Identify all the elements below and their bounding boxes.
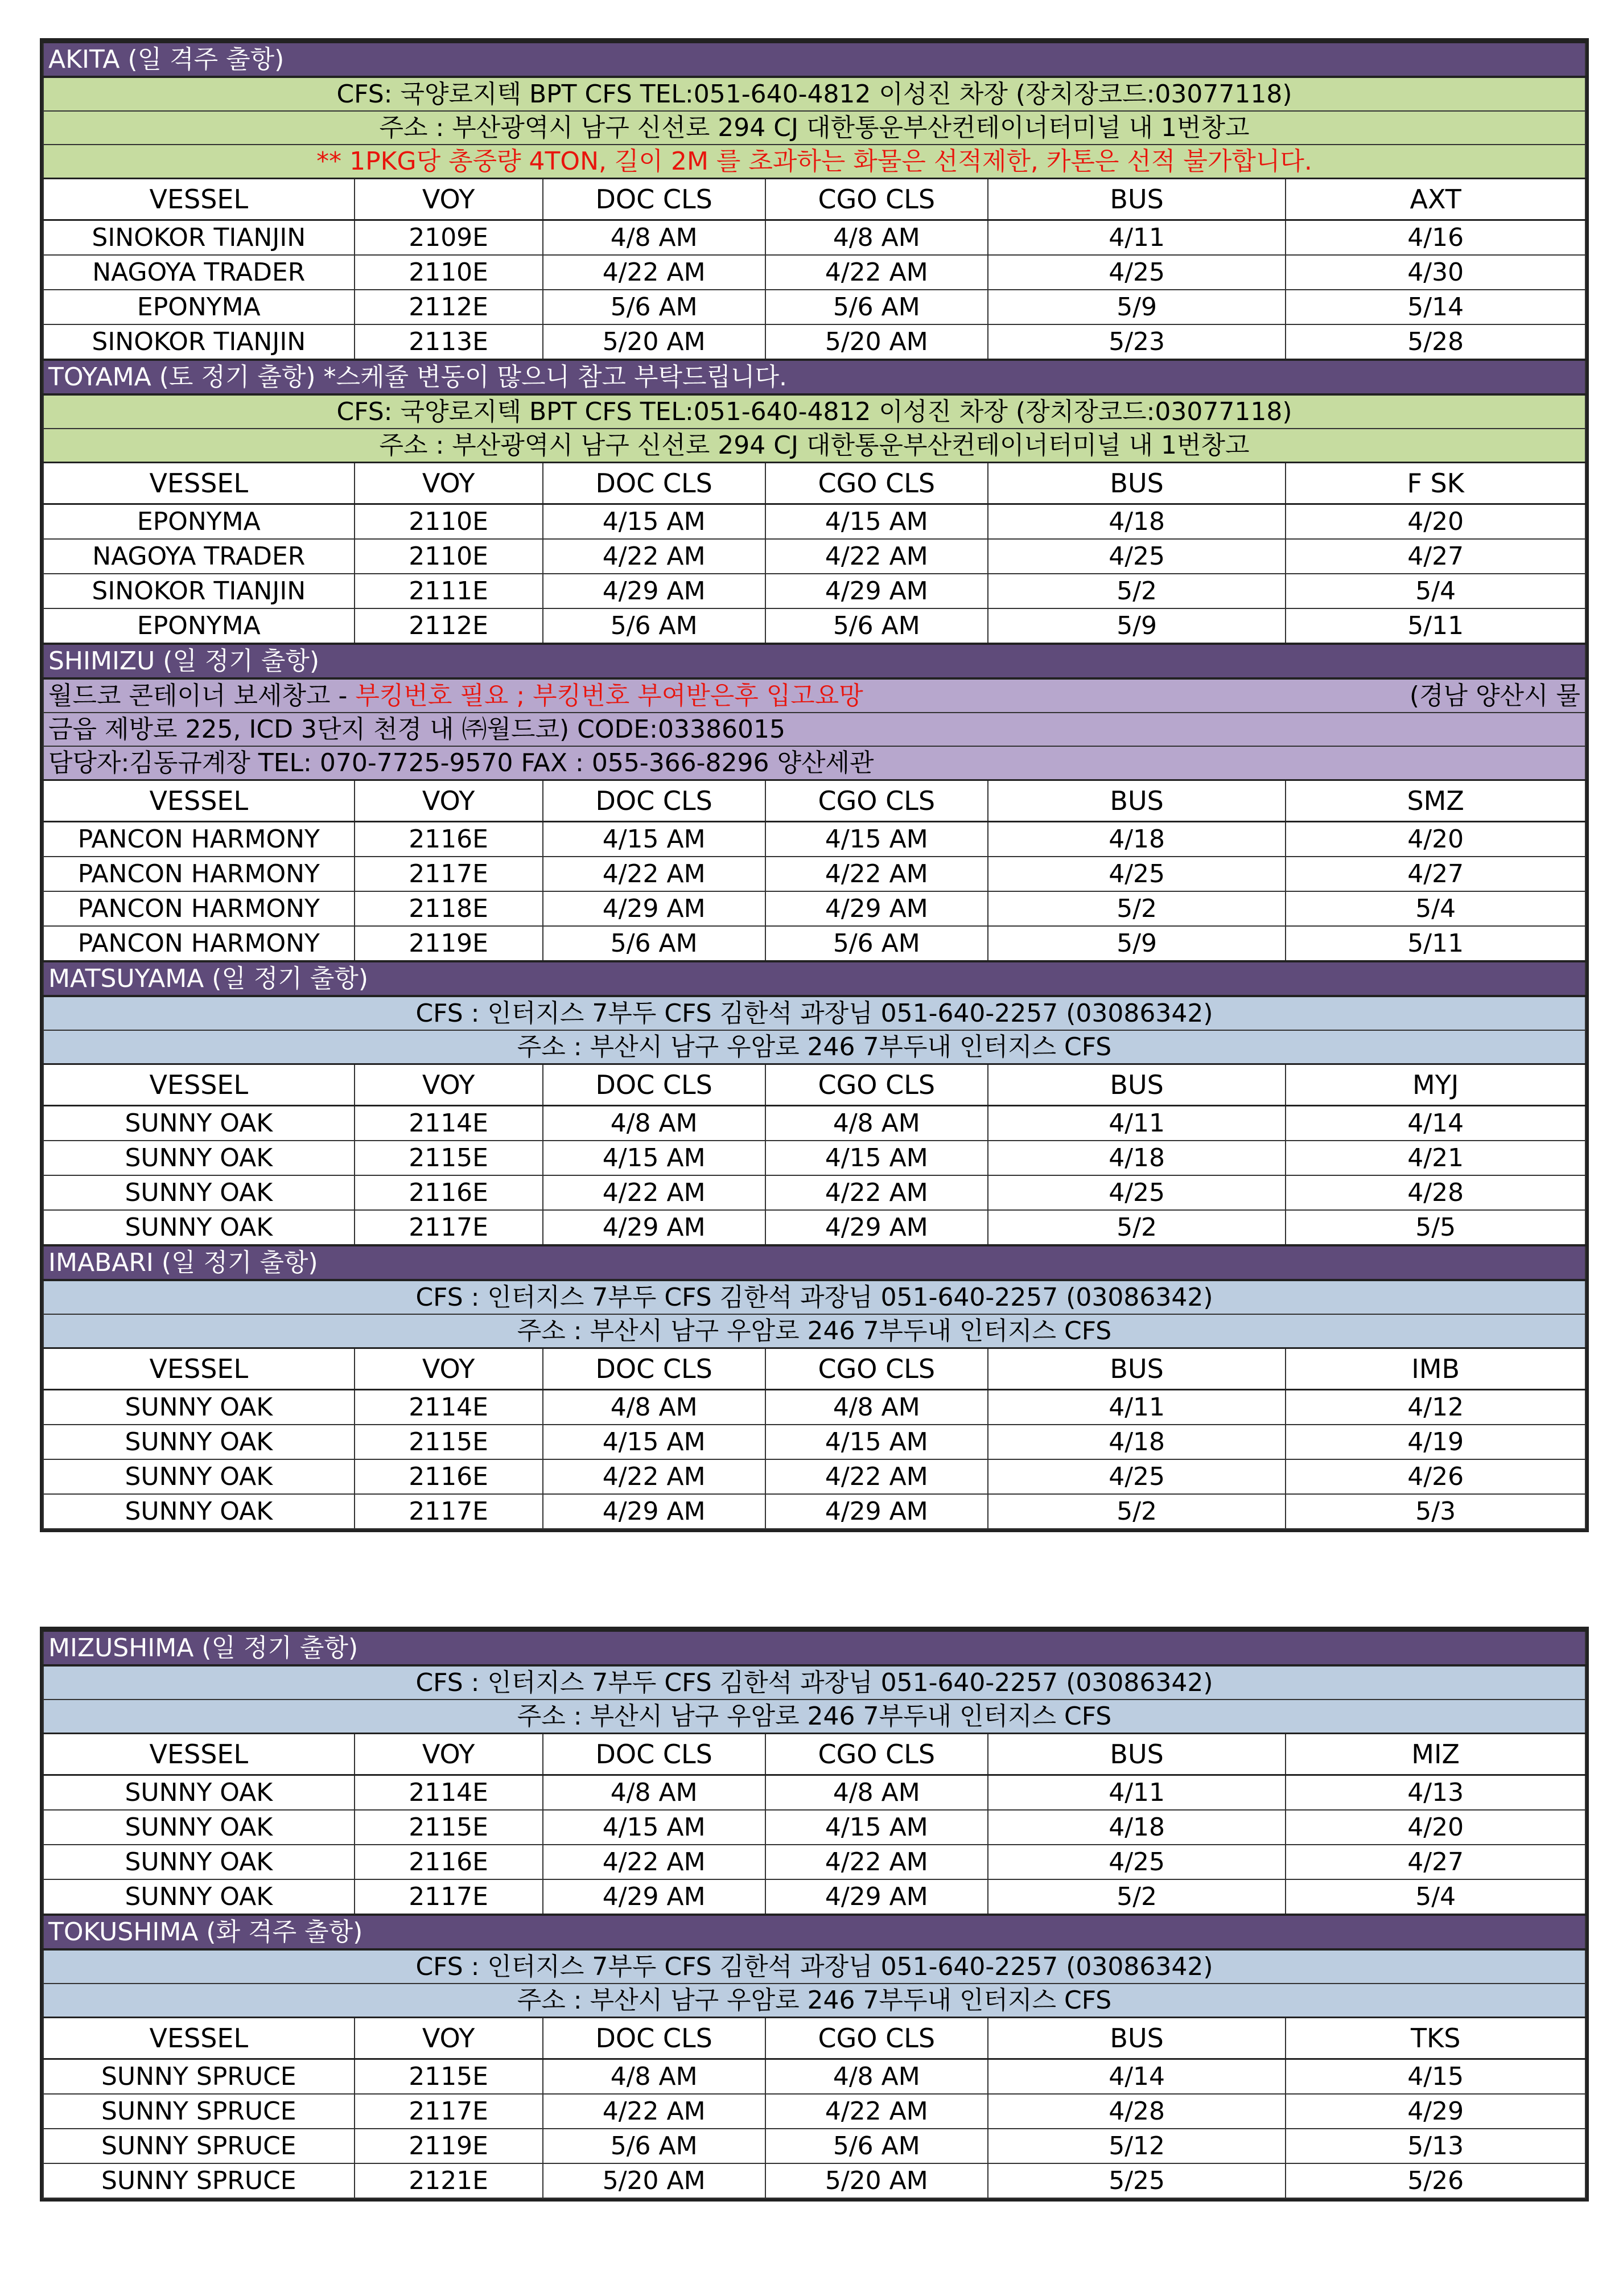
cell-voy: 2119E (355, 2129, 543, 2163)
cell-vessel: SUNNY OAK (43, 1879, 355, 1915)
table-row (43, 2129, 1585, 2163)
table-row (43, 1810, 1585, 1845)
col-vessel: VESSEL (43, 1348, 355, 1390)
column-header-row (43, 780, 1585, 822)
cell-dest: 4/14 (1286, 1106, 1585, 1141)
table-row (43, 1106, 1585, 1141)
cell-cgo: 4/22 AM (765, 255, 988, 290)
cell-doc: 4/8 AM (543, 2059, 765, 2095)
cfs-info: CFS : 인터지스 7부두 CFS 김한석 과장님 051-640-2257 (03086342) (43, 1280, 1585, 1314)
cell-bus: 4/11 (988, 1106, 1286, 1141)
table-row (43, 324, 1585, 360)
cell-bus: 4/11 (988, 1390, 1286, 1425)
cell-dest: 4/27 (1286, 539, 1585, 574)
cell-cgo: 4/15 AM (765, 822, 988, 857)
col-cgo-cls: CGO CLS (765, 780, 988, 822)
cell-doc: 4/8 AM (543, 1390, 765, 1425)
col-cgo-cls: CGO CLS (765, 1064, 988, 1106)
cell-voy: 2116E (355, 1175, 543, 1210)
col-doc-cls: DOC CLS (543, 179, 765, 220)
cell-dest: 5/5 (1286, 1210, 1585, 1245)
cell-dest: 4/12 (1286, 1390, 1585, 1425)
col-bus: BUS (988, 1734, 1286, 1775)
cell-dest: 5/4 (1286, 891, 1585, 926)
table-row (43, 539, 1585, 574)
cell-dest: 5/26 (1286, 2163, 1585, 2198)
cell-doc: 4/22 AM (543, 1175, 765, 1210)
cell-dest: 4/21 (1286, 1141, 1585, 1175)
cell-voy: 2117E (355, 857, 543, 891)
col-voy: VOY (355, 2018, 543, 2059)
cell-cgo: 5/6 AM (765, 290, 988, 324)
table-row (43, 608, 1585, 644)
col-dest: AXT (1286, 179, 1585, 220)
schedule-sheet-1 (40, 38, 1589, 1532)
address-info: 주소 : 부산시 남구 우암로 246 7부두내 인터지스 CFS (43, 1030, 1585, 1064)
section-title: MATSUYAMA (일 정기 출항) (43, 961, 1585, 996)
col-vessel: VESSEL (43, 179, 355, 220)
col-dest: TKS (1286, 2018, 1585, 2059)
cell-bus: 5/2 (988, 891, 1286, 926)
cell-vessel: SUNNY OAK (43, 1425, 355, 1459)
cell-vessel: NAGOYA TRADER (43, 255, 355, 290)
cell-vessel: PANCON HARMONY (43, 891, 355, 926)
section-akita (43, 42, 1585, 360)
col-voy: VOY (355, 1348, 543, 1390)
section-toyama (43, 360, 1585, 644)
cell-vessel: SINOKOR TIANJIN (43, 220, 355, 256)
cfs-info: CFS : 인터지스 7부두 CFS 김한석 과장님 051-640-2257 (03086342) (43, 1949, 1585, 1984)
cell-doc: 4/29 AM (543, 1494, 765, 1529)
cell-cgo: 4/8 AM (765, 1775, 988, 1811)
col-vessel: VESSEL (43, 1064, 355, 1106)
table-row (43, 1494, 1585, 1529)
col-bus: BUS (988, 780, 1286, 822)
col-cgo-cls: CGO CLS (765, 1734, 988, 1775)
warehouse-info-line1 (43, 678, 1585, 713)
cell-vessel: NAGOYA TRADER (43, 539, 355, 574)
col-doc-cls: DOC CLS (543, 1064, 765, 1106)
cell-voy: 2114E (355, 1390, 543, 1425)
cfs-info: CFS: 국양로지텍 BPT CFS TEL:051-640-4812 이성진 차장 (장치장코드:03077118) (43, 394, 1585, 429)
cell-dest: 4/20 (1286, 1810, 1585, 1845)
section-matsuyama (43, 961, 1585, 1245)
cell-dest: 4/26 (1286, 1459, 1585, 1494)
cell-dest: 4/29 (1286, 2094, 1585, 2129)
col-dest: MIZ (1286, 1734, 1585, 1775)
cell-cgo: 4/15 AM (765, 504, 988, 540)
table-row (43, 2094, 1585, 2129)
cell-cgo: 5/6 AM (765, 2129, 988, 2163)
cell-cgo: 5/6 AM (765, 608, 988, 644)
schedule-sheet-2 (40, 1627, 1589, 2202)
col-vessel: VESSEL (43, 2018, 355, 2059)
address-info: 주소 : 부산시 남구 우암로 246 7부두내 인터지스 CFS (43, 1984, 1585, 2018)
cell-bus: 5/23 (988, 324, 1286, 360)
table-row (43, 1459, 1585, 1494)
cell-dest: 4/16 (1286, 220, 1585, 256)
cell-vessel: SUNNY OAK (43, 1390, 355, 1425)
cell-doc: 4/29 AM (543, 1879, 765, 1915)
cell-vessel: SUNNY OAK (43, 1845, 355, 1879)
cell-dest: 5/3 (1286, 1494, 1585, 1529)
table-row (43, 2163, 1585, 2198)
cell-doc: 4/15 AM (543, 1141, 765, 1175)
cell-bus: 5/9 (988, 608, 1286, 644)
col-cgo-cls: CGO CLS (765, 2018, 988, 2059)
col-doc-cls: DOC CLS (543, 2018, 765, 2059)
table-row (43, 1425, 1585, 1459)
col-dest: MYJ (1286, 1064, 1585, 1106)
cell-cgo: 4/15 AM (765, 1810, 988, 1845)
address-info: 주소 : 부산광역시 남구 신선로 294 CJ 대한통운부산컨테이너터미널 내 1번창고 (43, 429, 1585, 463)
col-doc-cls: DOC CLS (543, 780, 765, 822)
cell-cgo: 4/22 AM (765, 539, 988, 574)
cell-voy: 2118E (355, 891, 543, 926)
cfs-info: CFS : 인터지스 7부두 CFS 김한석 과장님 051-640-2257 (03086342) (43, 996, 1585, 1030)
table-row (43, 1175, 1585, 1210)
cell-bus: 4/18 (988, 1141, 1286, 1175)
col-voy: VOY (355, 1064, 543, 1106)
address-info: 주소 : 부산광역시 남구 신선로 294 CJ 대한통운부산컨테이너터미널 내 1번창고 (43, 111, 1585, 145)
cell-voy: 2110E (355, 539, 543, 574)
cell-doc: 4/8 AM (543, 1775, 765, 1811)
cell-doc: 4/22 AM (543, 1845, 765, 1879)
table-row (43, 1775, 1585, 1811)
col-dest: SMZ (1286, 780, 1585, 822)
table-row (43, 1390, 1585, 1425)
cell-bus: 5/9 (988, 926, 1286, 961)
address-info: 주소 : 부산시 남구 우암로 246 7부두내 인터지스 CFS (43, 1700, 1585, 1734)
column-header-row (43, 1064, 1585, 1106)
cell-bus: 5/2 (988, 1210, 1286, 1245)
cell-dest: 4/19 (1286, 1425, 1585, 1459)
cell-vessel: PANCON HARMONY (43, 822, 355, 857)
cell-bus: 4/18 (988, 1810, 1286, 1845)
warehouse-info-line3: 담당자:김동규계장 TEL: 070-7725-9570 FAX : 055-366-8296 양산세관 (43, 746, 1585, 780)
column-header-row (43, 1348, 1585, 1390)
cell-bus: 4/25 (988, 255, 1286, 290)
cell-doc: 4/22 AM (543, 255, 765, 290)
cell-doc: 4/29 AM (543, 1210, 765, 1245)
column-header-row (43, 463, 1585, 504)
cell-cgo: 5/6 AM (765, 926, 988, 961)
cell-bus: 5/2 (988, 1494, 1286, 1529)
cell-dest: 5/4 (1286, 574, 1585, 608)
cfs-info: CFS : 인터지스 7부두 CFS 김한석 과장님 051-640-2257 (03086342) (43, 1665, 1585, 1700)
address-start: (경남 양산시 물 (1409, 681, 1580, 710)
col-voy: VOY (355, 780, 543, 822)
cell-bus: 5/12 (988, 2129, 1286, 2163)
cell-vessel: PANCON HARMONY (43, 857, 355, 891)
cell-doc: 4/22 AM (543, 539, 765, 574)
cell-doc: 4/29 AM (543, 891, 765, 926)
cell-cgo: 4/29 AM (765, 1210, 988, 1245)
col-voy: VOY (355, 179, 543, 220)
col-vessel: VESSEL (43, 780, 355, 822)
col-dest: F SK (1286, 463, 1585, 504)
column-header-row (43, 179, 1585, 220)
cell-vessel: SINOKOR TIANJIN (43, 574, 355, 608)
col-bus: BUS (988, 1064, 1286, 1106)
cell-bus: 4/14 (988, 2059, 1286, 2095)
section-title: TOYAMA (토 정기 출항) *스케쥴 변동이 많으니 참고 부탁드립니다. (43, 360, 1585, 394)
cell-dest: 5/14 (1286, 290, 1585, 324)
cell-voy: 2117E (355, 1494, 543, 1529)
cell-vessel: SUNNY OAK (43, 1106, 355, 1141)
col-cgo-cls: CGO CLS (765, 1348, 988, 1390)
cell-vessel: SUNNY SPRUCE (43, 2129, 355, 2163)
table-row (43, 255, 1585, 290)
table-row (43, 1210, 1585, 1245)
booking-note: 부킹번호 필요 ; 부킹번호 부여받은후 입고요망 (355, 681, 863, 710)
table-row (43, 1141, 1585, 1175)
cfs-info: CFS: 국양로지텍 BPT CFS TEL:051-640-4812 이성진 차장 (장치장코드:03077118) (43, 77, 1585, 111)
cell-dest: 4/27 (1286, 857, 1585, 891)
cell-dest: 5/11 (1286, 608, 1585, 644)
section-title: TOKUSHIMA (화 격주 출항) (43, 1915, 1585, 1949)
table-row (43, 857, 1585, 891)
cell-cgo: 4/22 AM (765, 2094, 988, 2129)
cell-doc: 4/15 AM (543, 504, 765, 540)
table-row (43, 891, 1585, 926)
cell-dest: 5/11 (1286, 926, 1585, 961)
cell-cgo: 4/29 AM (765, 891, 988, 926)
table-row (43, 926, 1585, 961)
cell-doc: 5/20 AM (543, 2163, 765, 2198)
cell-doc: 5/6 AM (543, 608, 765, 644)
cell-dest: 4/20 (1286, 504, 1585, 540)
cell-voy: 2115E (355, 1810, 543, 1845)
cell-doc: 4/15 AM (543, 1810, 765, 1845)
col-bus: BUS (988, 179, 1286, 220)
cell-voy: 2119E (355, 926, 543, 961)
cell-doc: 5/6 AM (543, 2129, 765, 2163)
col-bus: BUS (988, 2018, 1286, 2059)
cell-bus: 4/25 (988, 857, 1286, 891)
cell-dest: 5/4 (1286, 1879, 1585, 1915)
table-row (43, 220, 1585, 256)
table-row (43, 1879, 1585, 1915)
cell-vessel: PANCON HARMONY (43, 926, 355, 961)
cell-voy: 2115E (355, 1425, 543, 1459)
cell-voy: 2112E (355, 290, 543, 324)
cell-voy: 2110E (355, 504, 543, 540)
section-title: IMABARI (일 정기 출항) (43, 1245, 1585, 1280)
cell-doc: 5/6 AM (543, 290, 765, 324)
cell-bus: 5/2 (988, 574, 1286, 608)
cell-vessel: SUNNY OAK (43, 1175, 355, 1210)
section-title: AKITA (일 격주 출항) (43, 42, 1585, 77)
cell-vessel: EPONYMA (43, 608, 355, 644)
cell-dest: 4/20 (1286, 822, 1585, 857)
cell-dest: 5/13 (1286, 2129, 1585, 2163)
cell-voy: 2116E (355, 1845, 543, 1879)
section-imabari (43, 1245, 1585, 1529)
warehouse-info-line2: 금읍 제방로 225, ICD 3단지 천경 내 ㈜월드코) CODE:03386015 (43, 713, 1585, 746)
cell-bus: 4/25 (988, 1845, 1286, 1879)
cell-vessel: SUNNY OAK (43, 1459, 355, 1494)
cell-doc: 4/8 AM (543, 220, 765, 256)
cell-voy: 2116E (355, 822, 543, 857)
cell-cgo: 4/22 AM (765, 1459, 988, 1494)
cell-bus: 4/18 (988, 504, 1286, 540)
cell-cgo: 4/15 AM (765, 1141, 988, 1175)
cell-voy: 2115E (355, 1141, 543, 1175)
col-bus: BUS (988, 1348, 1286, 1390)
col-vessel: VESSEL (43, 463, 355, 504)
cell-cgo: 4/15 AM (765, 1425, 988, 1459)
address-info: 주소 : 부산시 남구 우암로 246 7부두내 인터지스 CFS (43, 1314, 1585, 1348)
cell-voy: 2116E (355, 1459, 543, 1494)
col-doc-cls: DOC CLS (543, 1734, 765, 1775)
cell-voy: 2115E (355, 2059, 543, 2095)
cell-cgo: 4/8 AM (765, 1106, 988, 1141)
cell-doc: 4/15 AM (543, 822, 765, 857)
cell-cgo: 5/20 AM (765, 324, 988, 360)
cell-cgo: 4/22 AM (765, 857, 988, 891)
col-dest: IMB (1286, 1348, 1585, 1390)
cell-bus: 4/28 (988, 2094, 1286, 2129)
cell-voy: 2109E (355, 220, 543, 256)
cell-vessel: SINOKOR TIANJIN (43, 324, 355, 360)
section-title: MIZUSHIMA (일 정기 출항) (43, 1631, 1585, 1665)
cell-doc: 4/29 AM (543, 574, 765, 608)
warehouse-name: 월드코 콘테이너 보세창고 - (48, 681, 356, 710)
cell-cgo: 4/8 AM (765, 2059, 988, 2095)
col-voy: VOY (355, 463, 543, 504)
cell-vessel: SUNNY SPRUCE (43, 2094, 355, 2129)
cell-cgo: 4/8 AM (765, 1390, 988, 1425)
cell-vessel: SUNNY OAK (43, 1810, 355, 1845)
cell-voy: 2117E (355, 1879, 543, 1915)
cell-voy: 2112E (355, 608, 543, 644)
cell-cgo: 4/29 AM (765, 1494, 988, 1529)
cell-doc: 4/8 AM (543, 1106, 765, 1141)
col-voy: VOY (355, 1734, 543, 1775)
cell-doc: 5/6 AM (543, 926, 765, 961)
column-header-row (43, 1734, 1585, 1775)
table-row (43, 504, 1585, 540)
cell-cgo: 4/8 AM (765, 220, 988, 256)
cell-voy: 2110E (355, 255, 543, 290)
cell-cgo: 4/29 AM (765, 574, 988, 608)
cell-cgo: 4/22 AM (765, 1175, 988, 1210)
cell-doc: 4/22 AM (543, 1459, 765, 1494)
cell-voy: 2114E (355, 1106, 543, 1141)
cell-bus: 4/18 (988, 822, 1286, 857)
cell-cgo: 5/20 AM (765, 2163, 988, 2198)
column-header-row (43, 2018, 1585, 2059)
cell-cgo: 4/29 AM (765, 1879, 988, 1915)
cell-doc: 4/22 AM (543, 857, 765, 891)
cell-voy: 2114E (355, 1775, 543, 1811)
cell-vessel: SUNNY OAK (43, 1210, 355, 1245)
cell-bus: 4/25 (988, 1175, 1286, 1210)
cell-dest: 4/30 (1286, 255, 1585, 290)
cell-voy: 2113E (355, 324, 543, 360)
cell-vessel: SUNNY OAK (43, 1494, 355, 1529)
col-doc-cls: DOC CLS (543, 463, 765, 504)
cell-bus: 4/25 (988, 1459, 1286, 1494)
table-row (43, 1845, 1585, 1879)
cell-bus: 4/18 (988, 1425, 1286, 1459)
section-title: SHIMIZU (일 정기 출항) (43, 644, 1585, 678)
cell-dest: 4/13 (1286, 1775, 1585, 1811)
cell-doc: 5/20 AM (543, 324, 765, 360)
col-cgo-cls: CGO CLS (765, 463, 988, 504)
cell-vessel: SUNNY SPRUCE (43, 2059, 355, 2095)
cell-voy: 2111E (355, 574, 543, 608)
cell-vessel: SUNNY OAK (43, 1141, 355, 1175)
table-row (43, 574, 1585, 608)
table-row (43, 290, 1585, 324)
cell-bus: 4/11 (988, 1775, 1286, 1811)
table-row (43, 822, 1585, 857)
cell-vessel: EPONYMA (43, 504, 355, 540)
cell-vessel: SUNNY OAK (43, 1775, 355, 1811)
cell-voy: 2117E (355, 2094, 543, 2129)
cell-dest: 4/15 (1286, 2059, 1585, 2095)
cell-voy: 2117E (355, 1210, 543, 1245)
cell-bus: 5/2 (988, 1879, 1286, 1915)
cell-voy: 2121E (355, 2163, 543, 2198)
table-row (43, 2059, 1585, 2095)
cell-vessel: EPONYMA (43, 290, 355, 324)
cell-doc: 4/22 AM (543, 2094, 765, 2129)
cell-doc: 4/15 AM (543, 1425, 765, 1459)
cell-cgo: 4/22 AM (765, 1845, 988, 1879)
cell-vessel: SUNNY SPRUCE (43, 2163, 355, 2198)
cell-dest: 5/28 (1286, 324, 1585, 360)
col-doc-cls: DOC CLS (543, 1348, 765, 1390)
cell-bus: 4/25 (988, 539, 1286, 574)
section-tokushima (43, 1915, 1585, 2198)
cell-bus: 5/9 (988, 290, 1286, 324)
warning-note: ** 1PKG당 총중량 4TON, 길이 2M 를 초과하는 화물은 선적제한, 카톤은 선적 불가합니다. (43, 145, 1585, 179)
cell-bus: 5/25 (988, 2163, 1286, 2198)
cell-dest: 4/28 (1286, 1175, 1585, 1210)
section-mizushima (43, 1631, 1585, 1915)
col-vessel: VESSEL (43, 1734, 355, 1775)
cell-dest: 4/27 (1286, 1845, 1585, 1879)
section-shimizu (43, 644, 1585, 961)
col-cgo-cls: CGO CLS (765, 179, 988, 220)
cell-bus: 4/11 (988, 220, 1286, 256)
col-bus: BUS (988, 463, 1286, 504)
